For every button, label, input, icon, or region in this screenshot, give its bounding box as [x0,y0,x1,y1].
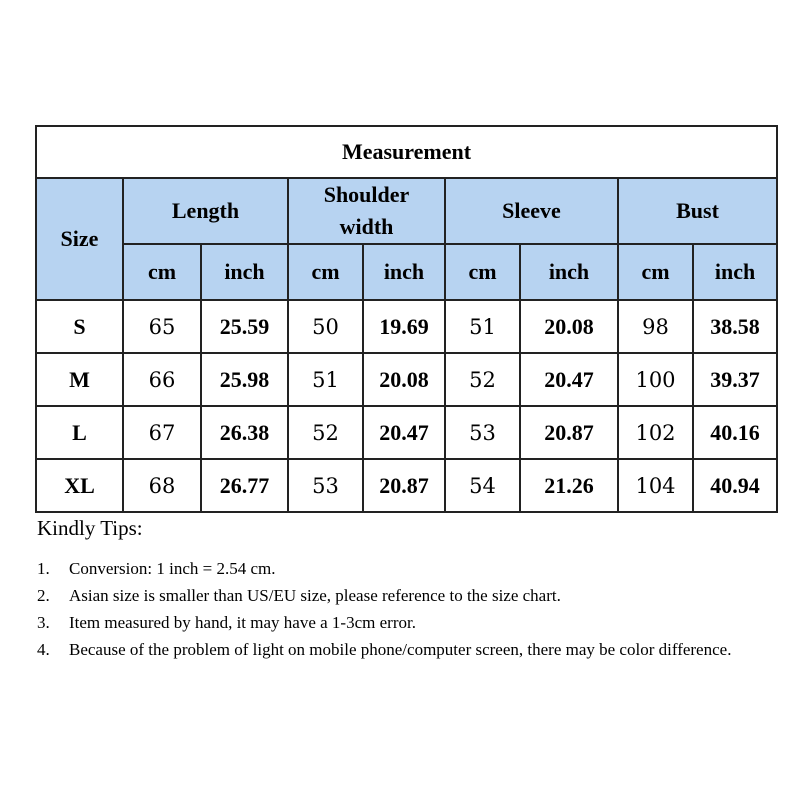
table-cell: 19.69 [363,300,445,353]
table-cell: 26.38 [201,406,288,459]
tips-title: Kindly Tips: [37,516,143,540]
unit-header: cm [618,244,693,300]
unit-header: inch [201,244,288,300]
size-table [35,125,778,513]
table-cell: 53 [288,459,363,512]
size-cell: M [36,353,123,406]
table-cell: 54 [445,459,520,512]
table-cell: 25.98 [201,353,288,406]
unit-header: inch [520,244,618,300]
table-cell: 68 [123,459,201,512]
table-row [36,353,777,406]
kindly-tips [37,516,797,663]
table-cell: 40.16 [693,406,777,459]
table-cell: 20.47 [520,353,618,406]
unit-header: cm [123,244,201,300]
unit-header: inch [693,244,777,300]
table-cell: 20.87 [520,406,618,459]
table-row [36,406,777,459]
table-cell: 67 [123,406,201,459]
shoulder-width-header: Shoulder width [288,178,445,244]
list-item [37,609,797,636]
table-cell: 40.94 [693,459,777,512]
table-cell: 21.26 [520,459,618,512]
unit-header: inch [363,244,445,300]
size-cell: S [36,300,123,353]
table-cell: 51 [445,300,520,353]
unit-header: cm [288,244,363,300]
table-cell: 52 [288,406,363,459]
header-row [36,178,777,244]
tip-number: 2. [37,586,50,605]
list-item [37,582,797,609]
table-cell: 25.59 [201,300,288,353]
list-item [37,555,797,582]
table-cell: 98 [618,300,693,353]
tip-text: Conversion: 1 inch = 2.54 cm. [69,559,276,578]
size-cell: L [36,406,123,459]
table-cell: 20.08 [520,300,618,353]
unit-header: cm [445,244,520,300]
table-cell: 50 [288,300,363,353]
table-cell: 39.37 [693,353,777,406]
table-cell: 53 [445,406,520,459]
tip-number: 3. [37,613,50,632]
tip-text: Asian size is smaller than US/EU size, please reference to the size chart. [69,586,561,605]
table-cell: 26.77 [201,459,288,512]
table-cell: 51 [288,353,363,406]
tip-number: 1. [37,559,50,578]
table-title: Measurement [36,126,777,178]
table-cell: 100 [618,353,693,406]
table-cell: 20.87 [363,459,445,512]
table-cell: 52 [445,353,520,406]
table-cell: 20.08 [363,353,445,406]
table-row [36,459,777,512]
table-cell: 66 [123,353,201,406]
tip-number: 4. [37,640,50,659]
size-header: Size [36,178,123,300]
table-row [36,300,777,353]
table-cell: 38.58 [693,300,777,353]
list-item [37,636,797,663]
tips-list [37,555,797,663]
table-cell: 65 [123,300,201,353]
sleeve-header: Sleeve [445,178,618,244]
bust-header: Bust [618,178,777,244]
unit-row [36,244,777,300]
length-header: Length [123,178,288,244]
table-cell: 102 [618,406,693,459]
tip-text: Because of the problem of light on mobile phone/computer screen, there may be color difference. [69,640,732,659]
table-cell: 20.47 [363,406,445,459]
tip-text: Item measured by hand, it may have a 1-3cm error. [69,613,416,632]
size-cell: XL [36,459,123,512]
table-cell: 104 [618,459,693,512]
